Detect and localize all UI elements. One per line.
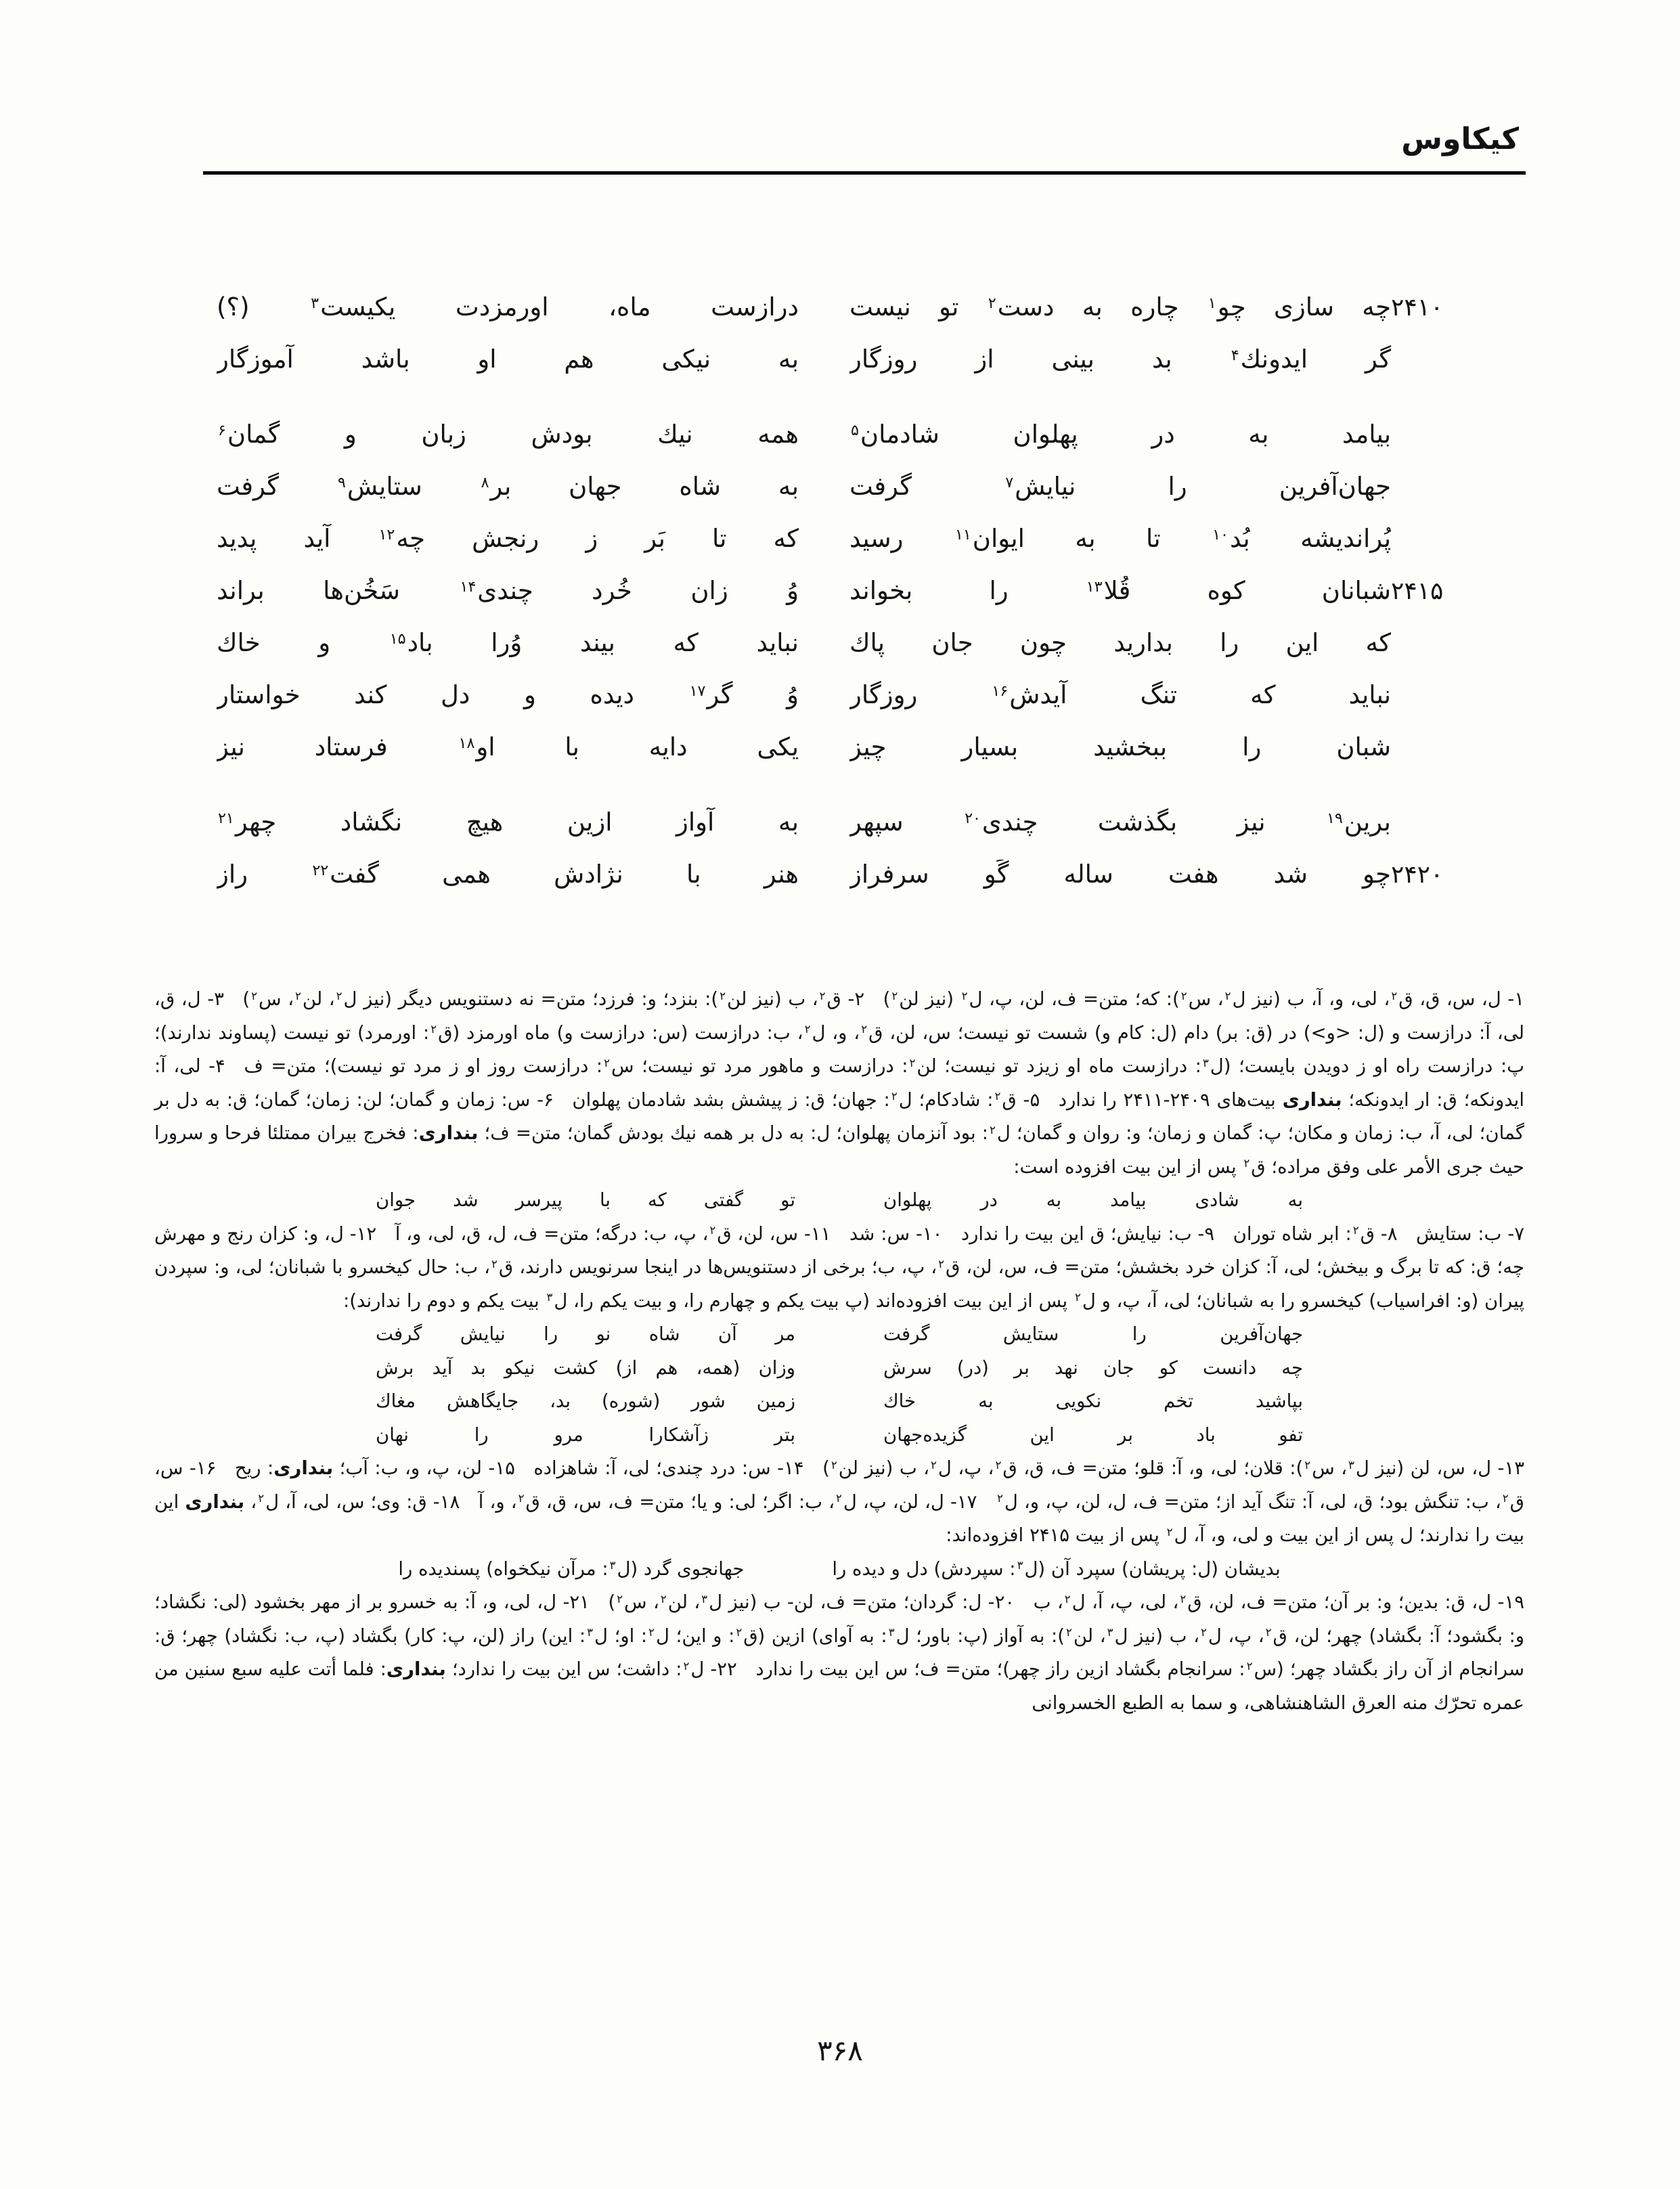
footnote-verse [154, 1184, 1524, 1218]
verse-number: ۲۴۱۵ [1391, 577, 1444, 605]
footnote-verse [154, 1419, 1524, 1453]
apparatus-section [154, 983, 1524, 1720]
page-number: ۳۶۸ [817, 2034, 863, 2067]
hemistich-left: همه نیك بودش زبان و گمان$^۶$ [218, 420, 799, 449]
hemistich-right: شبانان کوه قُلا$^{۱۳}$ را بخواند [849, 576, 1391, 605]
hemistich-right: نباید که تنگ آیدش$^{۱۶}$ روزگار [849, 680, 1391, 709]
hemistich-right: چو شد هفت ساله گَو سرفراز [849, 860, 1391, 889]
hemistich-right: تفو باد بر این گزیده‌جهان [883, 1423, 1303, 1446]
hemistich-right: بیامد به در پهلوان شادمان$^۵$ [851, 420, 1391, 449]
hemistich-right: بپاشید تخم نکویی به خاك [883, 1390, 1303, 1412]
footnote-verse [154, 1385, 1524, 1419]
footnote-para: ۱۹- ل، ق: بدین؛ و: بر آن؛ متن= ف، لن، ق$^۲$، لی، پ، آ، ل$^۲$، ب ۲۰- ل: گردان؛ متن= ف، لن- ب (نیز ل$^۳$، لن$^۲$، س$^۲$) ۲۱- ل، لی، و، آ: به خسرو بر از مهر بخشود (لی: نگشاد؛ و: بگشود؛ آ: بگشاد) چهر؛ لن، ق$^۲$، پ، ل$^۲$، ب (نیز ل$^۳$، لن$^۲$): به آواز (پ: باور؛ ل$^۳$: به آوای) ازین (ق$^۲$: و این؛ ل$^۲$: او؛ ل$^۳$: این) راز (لن، پ: کار) بگشاد (پ، ب: نگشاد) چهر؛ ق: سرانجام از آن راز بگشاد چهر؛ (س$^۲$: سرانجام بگشاد ازین راز چهر)؛ متن= ف؛ س این بیت را ندارد ۲۲- ل$^۲$: داشت؛ س این بیت را ندارد؛ بنداری: فلما أتت علیه سبع سنین من عمره تحرّك منه العرق الشاهنشاهی، و سما به الطبع الخسروانی [154, 1591, 1524, 1714]
hemistich-left: وزان (همه، هم از) کشت نیکو بد آید برش [376, 1356, 795, 1379]
hemistich-left: زمین شور (شوره) بد، جایگاهش مغاك [376, 1390, 795, 1412]
verse-number: ۲۴۱۰ [1391, 294, 1444, 322]
verse-row [217, 472, 1523, 524]
hemistich-left: یکی دایه با او$^{۱۸}$ فرستاد نیز [217, 732, 799, 761]
hemistich-left: بتر زآشکارا مرو را نهان [376, 1423, 795, 1446]
hemistich-right: چه سازی چو$^۱$ چاره به دست$^۲$ تو نیست [849, 292, 1391, 322]
verse-row [217, 292, 1523, 345]
hemistich-left: وُ گر$^{۱۷}$ دیده و دل کند خواستار [217, 680, 799, 709]
hemistich-right: به شادی بیامد به در پهلوان [883, 1189, 1303, 1211]
verse-section [217, 292, 1523, 912]
verse-row [217, 808, 1523, 860]
verse-row [217, 732, 1523, 784]
hemistich-right: گر ایدونك$^۴$ بد بینی از روزگار [849, 345, 1391, 374]
hemistich-left: به شاه جهان بر$^۸$ ستایش$^۹$ گرفت [217, 472, 799, 501]
hemistich-left: به نیکی هم او باشد آموزگار [217, 345, 799, 374]
hemistich-left: نباید که بیند وُرا باد$^{۱۵}$ و خاك [217, 628, 799, 657]
hemistich-left: درازست ماه، اورمزدت یکیست$^۳$ (؟) [217, 292, 799, 322]
hemistich-right: پُراندیشه بُد$^{۱۰}$ تا به ایوان$^{۱۱}$ رسید [849, 524, 1391, 553]
verse-row [217, 345, 1523, 397]
hemistich-left: مر آن شاه نو را نیایش گرفت [376, 1323, 795, 1345]
hemistich-left: جهانجوی گرد (ل$^۳$: مرآن نیکخواه) پسندیده را [398, 1557, 745, 1580]
verse-number: ۲۴۲۰ [1391, 861, 1444, 889]
hemistich-left: هنر با نژادش همی گفت$^{۲۲}$ راز [217, 860, 799, 889]
verse-row [217, 680, 1523, 732]
hemistich-left: تو گفتی که با پیرسر شد جوان [376, 1189, 795, 1211]
footnote-verse [154, 1553, 1524, 1587]
hemistich-right: چه دانست کو جان نهد بر (در) سرش [883, 1356, 1303, 1379]
hemistich-right: بدیشان (ل: پریشان) سپرد آن (ل$^۳$: سپردش) دل و دیده را [832, 1557, 1281, 1580]
hemistich-left: به آواز ازین هیچ نگشاد چهر$^{۲۱}$ [218, 808, 799, 837]
footnote-verse [154, 1318, 1524, 1352]
hemistich-left: که تا بَر ز رنجش چه$^{۱۲}$ آید پدید [217, 524, 799, 553]
verse-row [217, 524, 1523, 576]
hemistich-right: شبان را ببخشید بسیار چیز [849, 732, 1391, 761]
hemistich-right: که این را بدارید چون جانِ پاك [849, 628, 1391, 657]
verse-row [217, 576, 1523, 628]
hemistich-right: برین$^{۱۹}$ نیز بگذشت چندی$^{۲۰}$ سپهر [849, 808, 1391, 837]
footnote-para: ۱- ل، س، ق، ق$^۲$، لی، و، آ، ب (نیز ل$^۲$، س$^۲$): که؛ متن= ف، لن، پ، ل$^۲$ (نیز لن$^۲$) ۲- ق$^۲$، ب (نیز لن$^۲$): بنزد؛ و: فرزد؛ متن= نه دستنویس دیگر (نیز ل$^۲$، لن$^۲$، س$^۲$) ۳- ل، ق، لی، آ: درازست و (ل: <و>) در (ق: بر) دام (ل: کام و) شست تو نیست؛ س، لن، ق$^۲$، و، ل$^۲$، ب: درازست (س: درازست و) ماه اورمزد (ق$^۲$: اورمرد) تو نیست (پساوند ندارند)؛ پ: درازست راه او ز دویدن بایست؛ (ل$^۳$: درازست ماه او زیزد تو نیست؛ لن$^۲$: درازست و ماهور مرد تو نیست؛ س$^۲$: درازست روز او ز مرد تو نیست)؛ متن= ف ۴- لی، آ: ایدونکه؛ ق: ار ایدونکه؛ بنداری بیت‌های ۲۴۰۹-۲۴۱۱ را ندارد ۵- ق$^۲$: شادکام؛ ل$^۲$: جهان؛ ق: ز پیشش بشد شادمان پهلوان ۶- س: زمان و گمان؛ لن: زمان؛ گمان؛ ق: به دل بر گمان؛ لی، آ، ب: زمان و مکان؛ پ: گمان و زمان؛ و: روان و گمان؛ ل$^۲$: بود آنزمان پهلوان؛ ل: به دل بر همه نیك بودش گمان؛ متن= ف؛ بنداری: فخرج بیران ممتلئا فرحا و سرورا حیث جری الأمر علی وفق مراده؛ ق$^۲$ پس از این بیت افزوده است: [154, 988, 1524, 1178]
verse-row [217, 860, 1523, 912]
verse-row [217, 420, 1523, 472]
running-head-title: کیکاوس [1401, 122, 1519, 156]
footnote-verse [154, 1352, 1524, 1386]
footnote-para: ۷- ب: ستایش ۸- ق$^۲$: ابر شاه توران ۹- ب: نیایش؛ ق این بیت را ندارد ۱۰- س: شد ۱۱- س، لن، ق$^۲$، پ، ب: درگه؛ متن= ف، ل، ق، لی، و، آ ۱۲- ل، و: کزان رنج و مهرش چه؛ ق: که تا برگ و بیخش؛ لی، آ: کزان خرد بخشش؛ متن= ف، س، لن، ق$^۲$، پ، ب؛ برخی از دستنویس‌ها در اینجا سرنویس دارند، ق$^۲$، ب: حال کیخسرو با شبانان؛ لی، و: سپردن پیران (و: افراسیاب) کیخسرو را به شبانان؛ لی، آ، پ، و ل$^۲$ پس از این بیت افزوده‌اند (پ بیت یکم و چهارم را، و بیت یکم را، ل$^۳$ بیت یکم و دوم را ندارند): [154, 1222, 1525, 1312]
hemistich-right: جهان‌آفرین را ستایش گرفت [883, 1323, 1303, 1345]
verse-row [217, 628, 1523, 680]
hemistich-right: جهان‌آفرین را نیایش$^۷$ گرفت [849, 472, 1391, 501]
hemistich-left: وُ زان خُرد چندی$^{۱۴}$ سَخُن‌ها براند [217, 576, 799, 605]
footnote-para: ۱۳- ل، س، لن (نیز ل$^۳$، س$^۲$): قلان؛ لی، و، آ: قلو؛ متن= ف، ق، ق$^۲$، پ، ل$^۲$، ب (نیز لن$^۲$) ۱۴- س: درد چندی؛ لی، آ: شاهزاده ۱۵- لن، پ، و، ب: آب؛ بنداری: ریح ۱۶- س، ق$^۲$، ب: تنگش بود؛ ق، لی، آ: تنگ آید از؛ متن= ف، ل، لن، پ، و، ل$^۲$ ۱۷- ل، لن، پ، ل$^۲$، ب: اگر؛ لی: و یا؛ متن= ف، س، ق، ق$^۲$، و، آ ۱۸- ق: وی؛ س، لی، آ، ل$^۲$، بنداری این بیت را ندارند؛ ل پس از این بیت و لی، و، آ، ل$^۲$ پس از بیت ۲۴۱۵ افزوده‌اند: [154, 1457, 1525, 1546]
header-rule [203, 171, 1526, 175]
